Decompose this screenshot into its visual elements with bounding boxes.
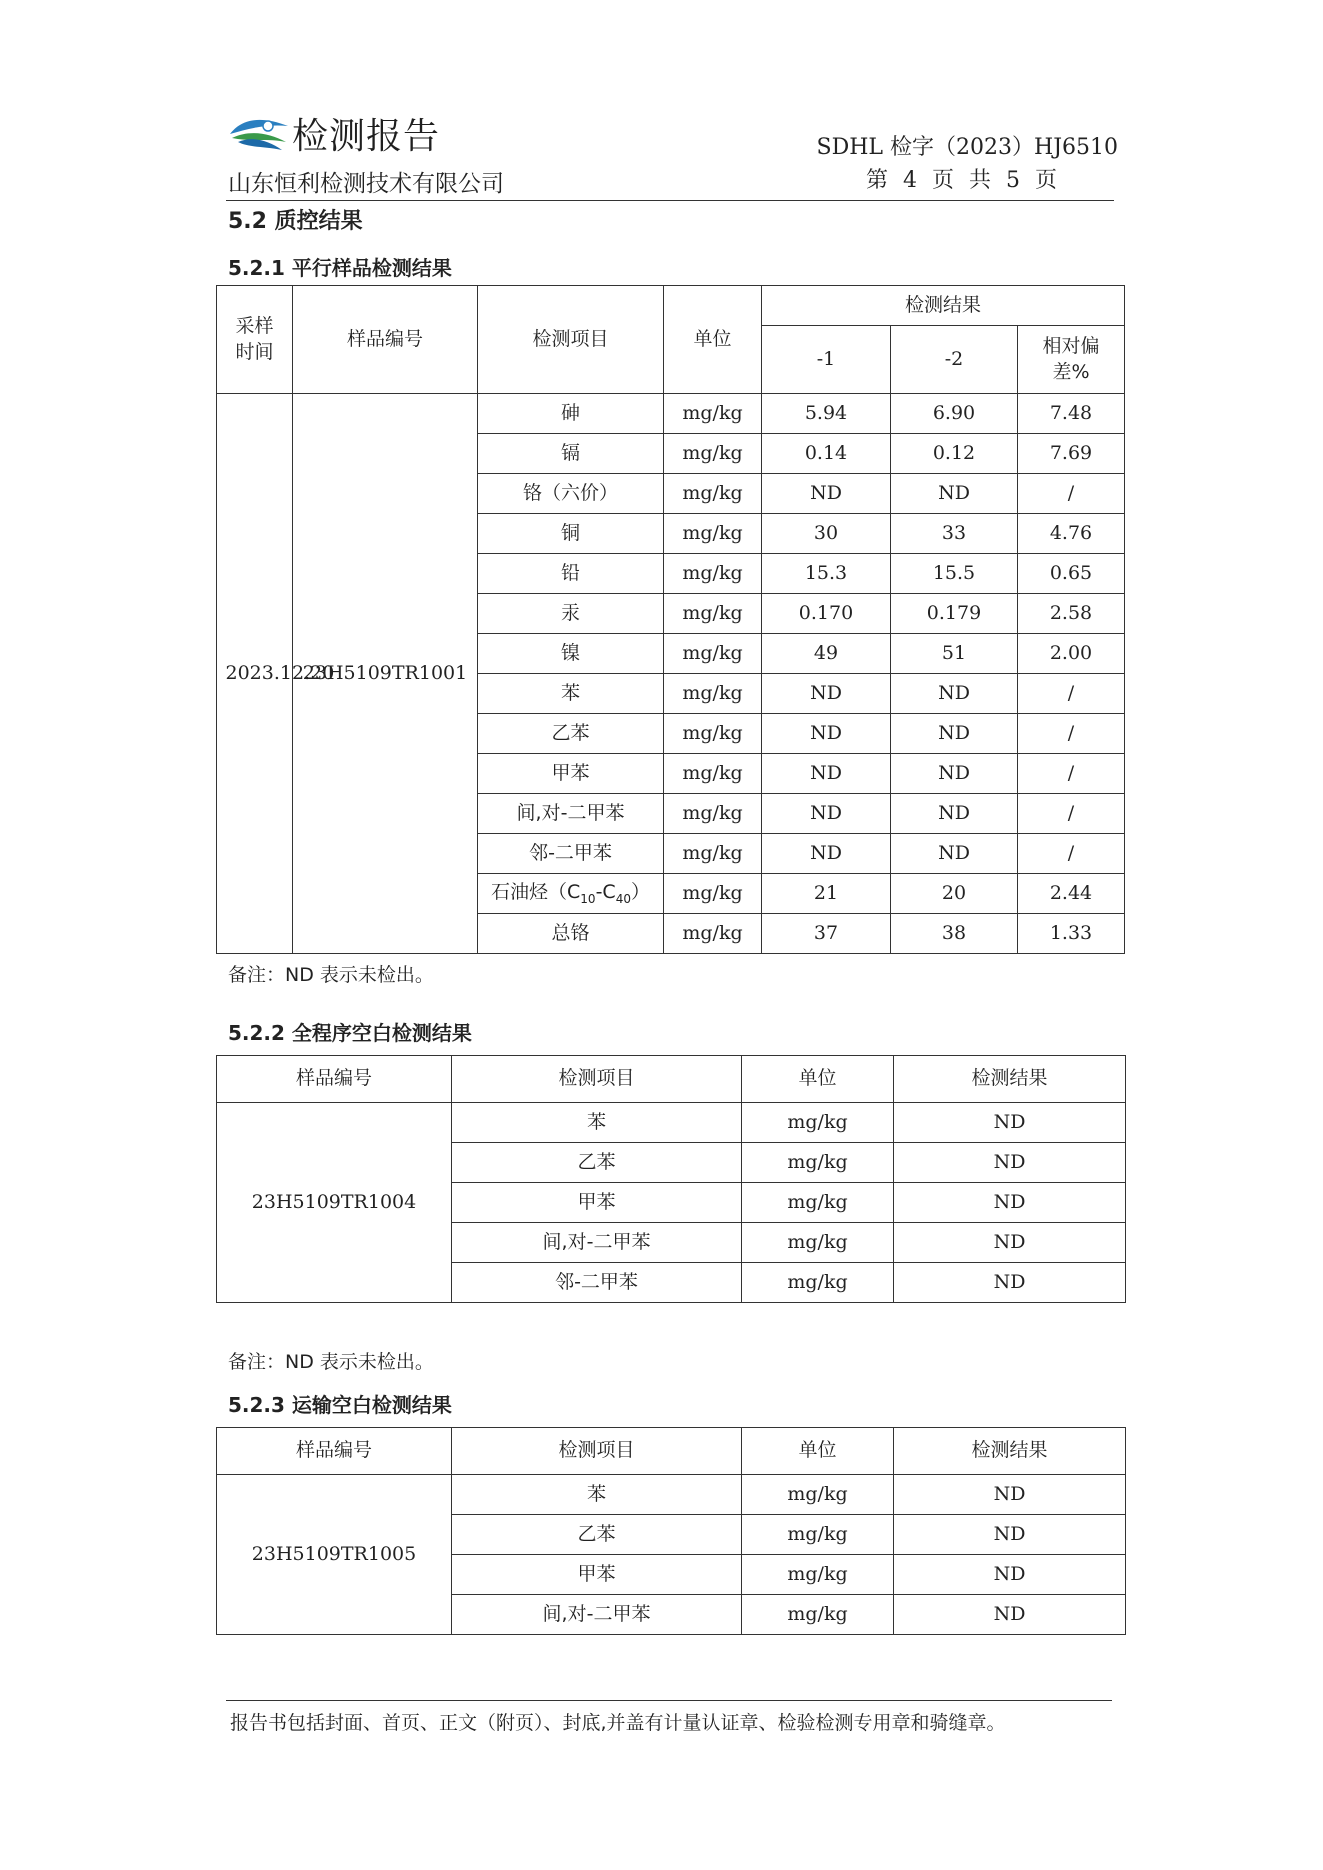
result-cell: ND xyxy=(894,1475,1126,1515)
result-2-cell: 0.179 xyxy=(891,594,1018,634)
result-1-cell: 0.170 xyxy=(762,594,891,634)
header-sample-id: 样品编号 xyxy=(293,286,478,394)
result-cell: ND xyxy=(894,1143,1126,1183)
table-row xyxy=(217,394,1125,434)
company-name: 山东恒利检测技术有限公司 xyxy=(228,171,504,197)
unit-cell: mg/kg xyxy=(664,514,762,554)
test-item-cell: 苯 xyxy=(452,1475,742,1515)
result-2-cell: ND xyxy=(891,674,1018,714)
unit-cell: mg/kg xyxy=(664,914,762,954)
unit-cell: mg/kg xyxy=(664,874,762,914)
blank-all-table xyxy=(216,1055,1126,1303)
relative-deviation-cell: 2.00 xyxy=(1018,634,1125,674)
test-item-cell: 甲苯 xyxy=(478,754,664,794)
unit-cell: mg/kg xyxy=(664,754,762,794)
unit-cell: mg/kg xyxy=(664,594,762,634)
blank-transport-section-title: 5.2.3 运输空白检测结果 xyxy=(228,1393,452,1417)
result-1-cell: ND xyxy=(762,834,891,874)
header-sample-id: 样品编号 xyxy=(217,1056,452,1103)
relative-deviation-cell: / xyxy=(1018,714,1125,754)
test-item-cell: 甲苯 xyxy=(452,1183,742,1223)
test-item-cell: 乙苯 xyxy=(478,714,664,754)
test-item-part: ） xyxy=(630,881,650,903)
footer-divider xyxy=(226,1700,1112,1701)
result-cell: ND xyxy=(894,1515,1126,1555)
unit-cell: mg/kg xyxy=(664,434,762,474)
section-title: 5.2 质控结果 xyxy=(228,209,363,234)
unit-cell: mg/kg xyxy=(742,1103,894,1143)
relative-deviation-cell: 4.76 xyxy=(1018,514,1125,554)
result-2-cell: ND xyxy=(891,794,1018,834)
test-item-cell: 铅 xyxy=(478,554,664,594)
test-item-cell: 铬（六价） xyxy=(478,474,664,514)
result-1-cell: ND xyxy=(762,794,891,834)
test-item-cell: 铜 xyxy=(478,514,664,554)
table-row xyxy=(217,1475,1126,1515)
result-1-cell: 37 xyxy=(762,914,891,954)
unit-cell: mg/kg xyxy=(742,1183,894,1223)
footer-text: 报告书包括封面、首页、正文（附页）、封底,并盖有计量认证章、检验检测专用章和骑缝章。 xyxy=(230,1712,1006,1734)
table-row xyxy=(217,1103,1126,1143)
result-2-cell: ND xyxy=(891,834,1018,874)
header-unit: 单位 xyxy=(742,1428,894,1475)
result-1-cell: ND xyxy=(762,474,891,514)
result-1-cell: 30 xyxy=(762,514,891,554)
unit-cell: mg/kg xyxy=(742,1515,894,1555)
report-number: SDHL 检字（2023）HJ6510 xyxy=(816,135,1118,160)
result-1-cell: ND xyxy=(762,754,891,794)
page-indicator: 第 4 页 共 5 页 xyxy=(866,168,1057,193)
header-test-result: 检测结果 xyxy=(894,1056,1126,1103)
sampling-time-cell: 2023.12.20 xyxy=(217,394,293,954)
header-test-item: 检测项目 xyxy=(478,286,664,394)
result-2-cell: ND xyxy=(891,714,1018,754)
result-2-cell: 51 xyxy=(891,634,1018,674)
unit-cell: mg/kg xyxy=(742,1595,894,1635)
header-unit: 单位 xyxy=(664,286,762,394)
relative-deviation-cell: / xyxy=(1018,674,1125,714)
test-item-cell: 镉 xyxy=(478,434,664,474)
relative-deviation-cell: / xyxy=(1018,834,1125,874)
sample-id-cell: 23H5109TR1004 xyxy=(217,1103,452,1303)
result-2-cell: ND xyxy=(891,754,1018,794)
header-result-2: -2 xyxy=(891,326,1018,394)
result-1-cell: ND xyxy=(762,674,891,714)
test-item-part: 石油烃（C xyxy=(491,881,581,903)
header-test-result: 检测结果 xyxy=(762,286,1125,326)
relative-deviation-cell: 1.33 xyxy=(1018,914,1125,954)
header-divider xyxy=(226,200,1114,201)
company-logo-icon xyxy=(228,112,290,154)
relative-deviation-cell: 2.58 xyxy=(1018,594,1125,634)
relative-deviation-cell: / xyxy=(1018,754,1125,794)
relative-deviation-cell: 7.69 xyxy=(1018,434,1125,474)
header-test-item: 检测项目 xyxy=(452,1056,742,1103)
test-item-part: 40 xyxy=(615,891,631,906)
unit-cell: mg/kg xyxy=(664,714,762,754)
header-relative-deviation: 相对偏差% xyxy=(1018,326,1125,394)
blank-transport-table xyxy=(216,1427,1126,1635)
report-title: 检测报告 xyxy=(292,116,441,157)
test-item-cell: 甲苯 xyxy=(452,1555,742,1595)
parallel-section-title: 5.2.1 平行样品检测结果 xyxy=(228,256,452,280)
unit-cell: mg/kg xyxy=(664,554,762,594)
result-cell: ND xyxy=(894,1595,1126,1635)
result-2-cell: 33 xyxy=(891,514,1018,554)
header-unit: 单位 xyxy=(742,1056,894,1103)
test-item-cell: 苯 xyxy=(478,674,664,714)
unit-cell: mg/kg xyxy=(742,1223,894,1263)
header-sampling-time: 采样时间 xyxy=(217,286,293,394)
test-item-cell: 邻-二甲苯 xyxy=(478,834,664,874)
result-1-cell: 49 xyxy=(762,634,891,674)
result-2-cell: 15.5 xyxy=(891,554,1018,594)
relative-deviation-cell: 0.65 xyxy=(1018,554,1125,594)
header-result-1: -1 xyxy=(762,326,891,394)
result-1-cell: 5.94 xyxy=(762,394,891,434)
test-item-cell: 汞 xyxy=(478,594,664,634)
test-item-cell: 苯 xyxy=(452,1103,742,1143)
unit-cell: mg/kg xyxy=(742,1475,894,1515)
test-item-cell: 间,对-二甲苯 xyxy=(452,1595,742,1635)
result-2-cell: 38 xyxy=(891,914,1018,954)
header-test-item: 检测项目 xyxy=(452,1428,742,1475)
result-2-cell: 6.90 xyxy=(891,394,1018,434)
test-item-cell: 砷 xyxy=(478,394,664,434)
blank-all-section-title: 5.2.2 全程序空白检测结果 xyxy=(228,1021,472,1045)
result-1-cell: ND xyxy=(762,714,891,754)
relative-deviation-cell: / xyxy=(1018,474,1125,514)
header-sample-id: 样品编号 xyxy=(217,1428,452,1475)
test-item-cell: 总铬 xyxy=(478,914,664,954)
test-item-part: 10 xyxy=(580,891,596,906)
test-item-cell: 镍 xyxy=(478,634,664,674)
test-item-cell xyxy=(478,874,664,914)
test-item-cell: 乙苯 xyxy=(452,1515,742,1555)
sample-id-cell: 23H5109TR1005 xyxy=(217,1475,452,1635)
unit-cell: mg/kg xyxy=(664,834,762,874)
sample-id-cell: 23H5109TR1001 xyxy=(293,394,478,954)
result-cell: ND xyxy=(894,1103,1126,1143)
result-cell: ND xyxy=(894,1183,1126,1223)
result-cell: ND xyxy=(894,1223,1126,1263)
result-2-cell: ND xyxy=(891,474,1018,514)
test-item-part: -C xyxy=(595,881,616,903)
test-item-cell: 间,对-二甲苯 xyxy=(452,1223,742,1263)
unit-cell: mg/kg xyxy=(664,674,762,714)
unit-cell: mg/kg xyxy=(742,1143,894,1183)
result-1-cell: 21 xyxy=(762,874,891,914)
relative-deviation-cell: 7.48 xyxy=(1018,394,1125,434)
result-2-cell: 0.12 xyxy=(891,434,1018,474)
unit-cell: mg/kg xyxy=(664,794,762,834)
unit-cell: mg/kg xyxy=(742,1263,894,1303)
parallel-results-table xyxy=(216,285,1125,954)
unit-cell: mg/kg xyxy=(742,1555,894,1595)
test-item-cell: 邻-二甲苯 xyxy=(452,1263,742,1303)
blank-all-note: 备注：ND 表示未检出。 xyxy=(228,1351,434,1373)
relative-deviation-cell: / xyxy=(1018,794,1125,834)
test-item-cell: 乙苯 xyxy=(452,1143,742,1183)
unit-cell: mg/kg xyxy=(664,474,762,514)
result-cell: ND xyxy=(894,1555,1126,1595)
parallel-note: 备注：ND 表示未检出。 xyxy=(228,964,434,986)
result-2-cell: 20 xyxy=(891,874,1018,914)
header-test-result: 检测结果 xyxy=(894,1428,1126,1475)
result-cell: ND xyxy=(894,1263,1126,1303)
test-item-cell: 间,对-二甲苯 xyxy=(478,794,664,834)
result-1-cell: 15.3 xyxy=(762,554,891,594)
unit-cell: mg/kg xyxy=(664,634,762,674)
relative-deviation-cell: 2.44 xyxy=(1018,874,1125,914)
unit-cell: mg/kg xyxy=(664,394,762,434)
result-1-cell: 0.14 xyxy=(762,434,891,474)
